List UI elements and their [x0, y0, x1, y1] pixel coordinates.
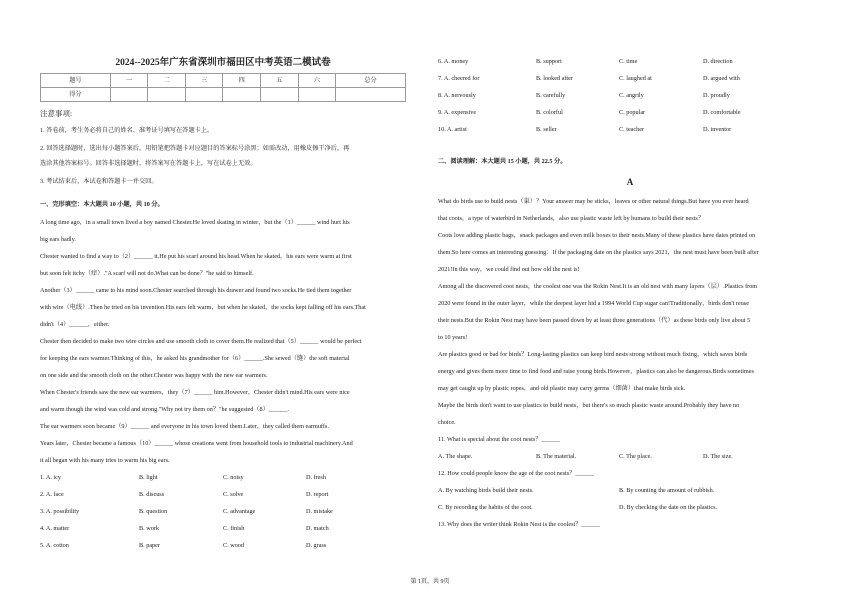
score-table: [40, 73, 406, 102]
option[interactable]: B. light: [139, 474, 158, 481]
option[interactable]: D. The size.: [703, 453, 733, 460]
option[interactable]: C. angrily: [619, 92, 644, 99]
passage-line: with wire（电线）.Then he tried on his invention.His ears felt warm，but when he skated，the socks kept falling off his ears.That: [40, 304, 366, 311]
option[interactable]: D. comfortable: [703, 109, 741, 116]
passage-line: 2021!In this way，we could find out how old the nest is!: [438, 266, 580, 273]
question-11: 11. What is special about the coot nests？______: [438, 436, 561, 443]
option[interactable]: C. popular: [619, 109, 646, 116]
passage-line: Are plastics good or bad for birds？Long-lasting plastics can keep bird nests strong without much fixing，which saves birds: [438, 351, 748, 358]
page-title: 2024--2025年广东省深圳市福田区中考英语二模试卷: [115, 58, 331, 68]
option[interactable]: C. teacher: [619, 126, 645, 133]
passage-line: their nests.But the Rokin Nest may have been passed down by at least three generations（代）as these birds only live about 5: [438, 317, 751, 324]
option[interactable]: D. fresh: [306, 474, 326, 481]
note-line: 1. 答卷前，考生务必将自己的姓名、准考证号填写在答题卡上。: [40, 127, 214, 134]
score-cell: 二: [148, 74, 186, 88]
option[interactable]: 10. A. artist: [438, 126, 467, 133]
option[interactable]: 7. A. cheered for: [438, 75, 480, 82]
option[interactable]: D. argued with: [703, 75, 740, 82]
option[interactable]: C. noisy: [223, 474, 244, 481]
score-cell: [260, 88, 298, 102]
option[interactable]: B. carefully: [536, 92, 566, 99]
option[interactable]: C. By recording the habits of the coot.: [438, 504, 533, 511]
option[interactable]: A. The shape.: [438, 453, 473, 460]
option[interactable]: B. looked after: [536, 75, 573, 82]
score-cell: 三: [185, 74, 223, 88]
passage-line: A long time ago，in a small town lived a boy named Chester.He loved skating in winter，but the（1）______ wind hurt his: [40, 219, 350, 226]
passage-line: Maybe the birds don't want to use plastics to build nests，but there's so much plastic waste around.Probably they have no: [438, 402, 740, 409]
passage-line: 2020 were found in the outer layer，while the deepest layer hid a 1994 World Cup sugar can!Traditionally，birds don't reuse: [438, 300, 749, 307]
note-line: 2. 回答选择题时，选出每小题答案后，用铅笔把答题卡对应题目的答案标号涂黑；如需改动，用橡皮擦干净后，再: [40, 145, 350, 152]
question-12: 12. How could people know the age of the coot nests？______: [438, 470, 594, 477]
option[interactable]: B. By counting the amount of rubbish.: [619, 487, 715, 494]
part2-heading: 二、阅读理解：本大题共 15 小题，共 22.5 分。: [438, 158, 567, 165]
score-cell: [148, 88, 186, 102]
notes-heading: 注意事项:: [40, 109, 73, 118]
option[interactable]: C. solve: [223, 491, 244, 498]
passage-line: that coots，a type of waterbird in Netherlands，also use plastic waste left by humans to build their nests？: [438, 215, 705, 222]
option[interactable]: B. seller: [536, 126, 557, 133]
score-cell: [223, 88, 261, 102]
option[interactable]: B. discuss: [139, 491, 165, 498]
option[interactable]: C. advantage: [223, 508, 256, 515]
score-cell: [336, 88, 406, 102]
passage-line: big ears badly.: [40, 236, 76, 243]
passage-line: but soon felt itchy（痒）."A scarf will not do.What can be done？"he said to himself.: [40, 270, 254, 277]
option[interactable]: 9. A. expensive: [438, 109, 477, 116]
passage-line: What do birds use to build nests（巢）？Your answer may be sticks，leaves or other natural things.But have you ever heard: [438, 198, 749, 205]
option[interactable]: D. grass: [306, 542, 327, 549]
option[interactable]: D. direction: [703, 58, 733, 65]
passage-line: didn't（4）______，either.: [40, 321, 110, 328]
option[interactable]: D. mistake: [306, 508, 333, 515]
passage-line: it all began with his many tries to warm his big ears.: [40, 457, 170, 464]
option[interactable]: B. The material.: [536, 453, 577, 460]
option[interactable]: D. proudly: [703, 92, 730, 99]
passage-line: for keeping the ears warmer.Thinking of this，he asked his grandmother for（6）______.She sewed（缝）the soft material: [40, 355, 350, 362]
option[interactable]: C. The place.: [619, 453, 652, 460]
score-cell: 六: [298, 74, 336, 88]
note-line: 3. 考试结束后，本试卷和答题卡一并交回。: [40, 178, 158, 185]
score-cell: 五: [260, 74, 298, 88]
passage-line: Chester wanted to find a way to（2）______ it.He put his scarf around his head.When he skated，his ears were warm at first: [40, 253, 352, 260]
passage-line: The ear warmers soon became（9）______ and everyone in his town loved them.Later，they called them earmuffs.: [40, 423, 329, 430]
passage-line: Another（3）______ came to his mind soon.Chester searched through his drawer and found two socks.He tied them together: [40, 287, 352, 294]
page-footer: 第 1页，共 9页: [410, 579, 450, 585]
passage-line: to 10 years!: [438, 334, 468, 341]
option[interactable]: C. finish: [223, 525, 245, 532]
option[interactable]: C. laughed at: [619, 75, 652, 82]
option[interactable]: B. colorful: [536, 109, 563, 116]
passage-line: choice.: [438, 419, 456, 426]
score-cell: 一: [110, 74, 148, 88]
score-cell: 总分: [336, 74, 406, 88]
option[interactable]: A. By watching birds build their nests.: [438, 487, 534, 494]
option[interactable]: 8. A. nervously: [438, 92, 476, 99]
score-cell: 四: [223, 74, 261, 88]
score-cell: 得分: [41, 88, 111, 102]
passage-line: energy and gives them more time to find food and raise young birds.However，plastics can also be dangerous.Birds sometimes: [438, 368, 754, 375]
passage-line: Chester then decided to make two wire circles and use smooth cloth to cover them.He realized that（5）______ would be perfect: [40, 338, 362, 345]
passage-line: When Chester's friends saw the new ear warmers，they（7）______ him.However，Chester didn't mind.His ears were nice: [40, 389, 350, 396]
option[interactable]: B. question: [139, 508, 168, 515]
part1-heading: 一、完形填空：本大题共 10 小题，共 10 分。: [40, 201, 164, 208]
option[interactable]: 4. A. matter: [40, 525, 70, 532]
note-line: 选涂其他答案标号。回答非选择题时，将答案写在答题卡上，写在试卷上无效。: [40, 160, 257, 167]
question-13: 13. Why does the writer think Rokin Nest is the coolest？______: [438, 521, 600, 528]
passage-line: Coots love adding plastic bags，snack packages and even milk boxes to their nests.Many of these plastics have dates printed on: [438, 232, 756, 239]
passage-line: and warm though the wind was cold and strong."Why not try them on？"he suggested（8）______.: [40, 406, 289, 413]
option[interactable]: C. wood: [223, 542, 244, 549]
passage-line: them.So here comes an interesting guessing：If the packaging date on the plastics says 2021，the nest must have been built after: [438, 249, 759, 256]
score-cell: 题号: [41, 74, 111, 88]
option[interactable]: D. match: [306, 525, 329, 532]
option[interactable]: 1. A. icy: [40, 474, 61, 481]
score-cell: [185, 88, 223, 102]
section-label: A: [626, 177, 634, 187]
option[interactable]: C. time: [619, 58, 638, 65]
option[interactable]: B. paper: [139, 542, 160, 549]
option[interactable]: D. By checking the date on the plastics.: [619, 504, 718, 511]
passage-line: Years later，Chester became a famous（10）______ whose creations went from household tools to industrial machinery.And: [40, 440, 353, 447]
passage-line: may get caught up by plastic ropes，and old plastic may carry germs（细菌）that make birds sick.: [438, 385, 686, 392]
passage-line: Among all the discovered coot nests，the coolest one was the Rokin Nest.It is an old nest with many layers（层）.Plastics from: [438, 283, 758, 290]
option[interactable]: D. report: [306, 491, 329, 498]
score-cell: [110, 88, 148, 102]
option[interactable]: D. inventor: [703, 126, 732, 133]
option[interactable]: 2. A. face: [40, 491, 64, 498]
option[interactable]: B. work: [139, 525, 159, 532]
passage-line: on one side and the smooth cloth on the other.Chester was happy with the new ear warmers.: [40, 372, 268, 379]
option[interactable]: 6. A. money: [438, 58, 469, 65]
option[interactable]: B. support: [536, 58, 562, 65]
score-cell: [298, 88, 336, 102]
score-table-header-row: [41, 74, 406, 88]
option[interactable]: 5. A. cotton: [40, 542, 69, 549]
option[interactable]: 3. A. possibility: [40, 508, 80, 515]
score-table-score-row: [41, 88, 406, 102]
